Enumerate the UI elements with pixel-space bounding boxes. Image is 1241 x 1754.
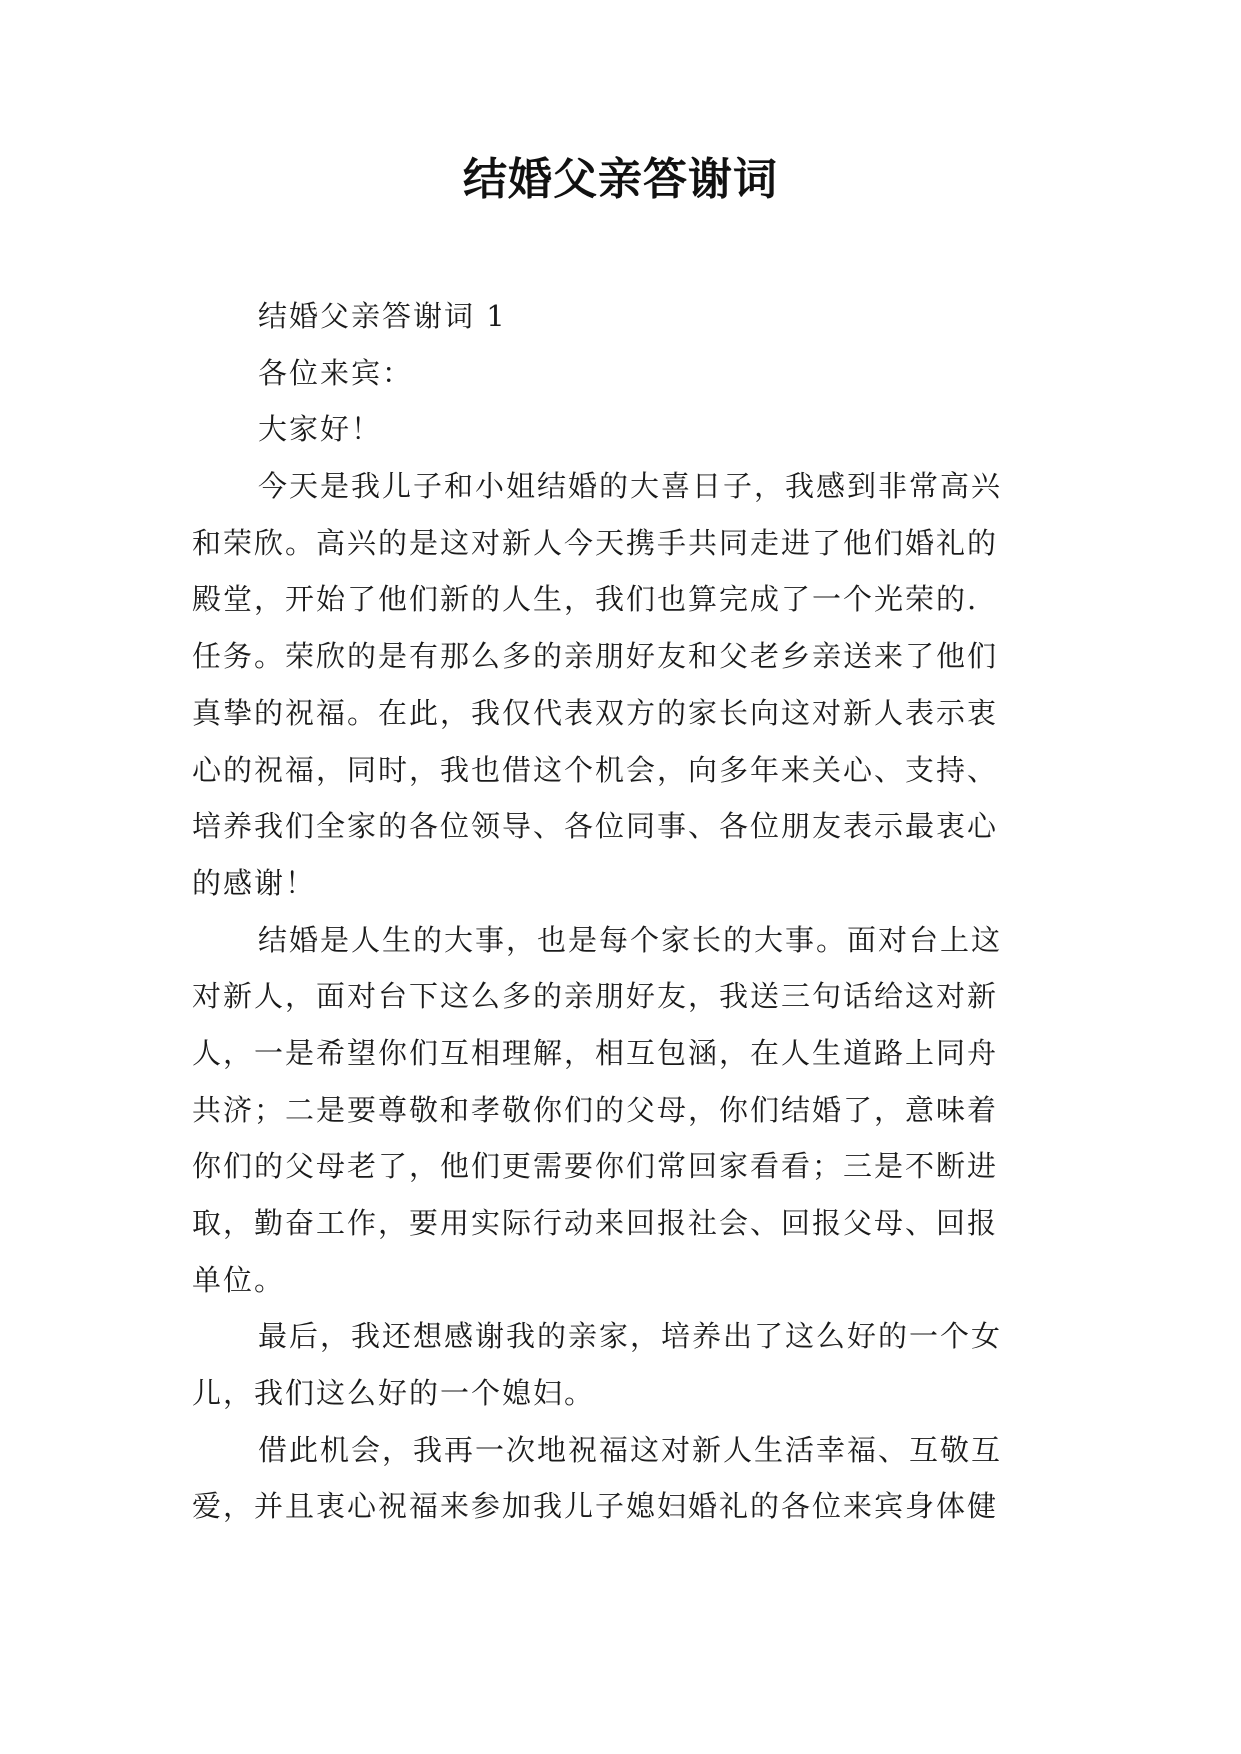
- text-line: 真挚的祝福。在此，我仅代表双方的家长向这对新人表示衷: [192, 695, 999, 730]
- text-line: 今天是我儿子和小姐结婚的大喜日子，我感到非常高兴: [258, 469, 1003, 504]
- text-line: 各位来宾：: [258, 355, 414, 390]
- document-title: 结婚父亲答谢词: [463, 154, 778, 205]
- text-line: 爱，并且衷心祝福来参加我儿子媳妇婚礼的各位来宾身体健: [192, 1489, 999, 1524]
- text-line: 任务。荣欣的是有那么多的亲朋好友和父老乡亲送来了他们: [192, 639, 999, 674]
- text-line: 心的祝福，同时，我也借这个机会，向多年来关心、支持、: [192, 752, 999, 787]
- text-line: 的感谢！: [192, 865, 317, 900]
- text-line: 殿堂，开始了他们新的人生，我们也算完成了一个光荣的.: [192, 582, 979, 617]
- text-line: 最后，我还想感谢我的亲家，培养出了这么好的一个女: [258, 1319, 1003, 1354]
- text-line: 对新人，面对台下这么多的亲朋好友，我送三句话给这对新: [192, 979, 999, 1014]
- text-line: 儿，我们这么好的一个媳妇。: [192, 1376, 596, 1411]
- text-line: 你们的父母老了，他们更需要你们常回家看看；三是不断进: [192, 1149, 999, 1184]
- document-body: [192, 288, 1052, 1535]
- text-line: 共济；二是要尊敬和孝敬你们的父母，你们结婚了，意味着: [192, 1092, 999, 1127]
- text-line: 人，一是希望你们互相理解，相互包涵，在人生道路上同舟: [192, 1035, 999, 1070]
- text-line: 借此机会，我再一次地祝福这对新人生活幸福、互敬互: [258, 1432, 1003, 1467]
- text-line: 取，勤奋工作，要用实际行动来回报社会、回报父母、回报: [192, 1206, 999, 1240]
- text-line: 大家好！: [258, 412, 383, 447]
- text-line: 培养我们全家的各位领导、各位同事、各位朋友表示最衷心: [192, 809, 999, 844]
- text-line: 和荣欣。高兴的是这对新人今天携手共同走进了他们婚礼的: [192, 525, 999, 560]
- text-line: 单位。: [192, 1262, 286, 1297]
- text-line: 结婚父亲答谢词 1: [258, 299, 507, 333]
- text-line: 结婚是人生的大事，也是每个家长的大事。面对台上这: [258, 922, 1003, 957]
